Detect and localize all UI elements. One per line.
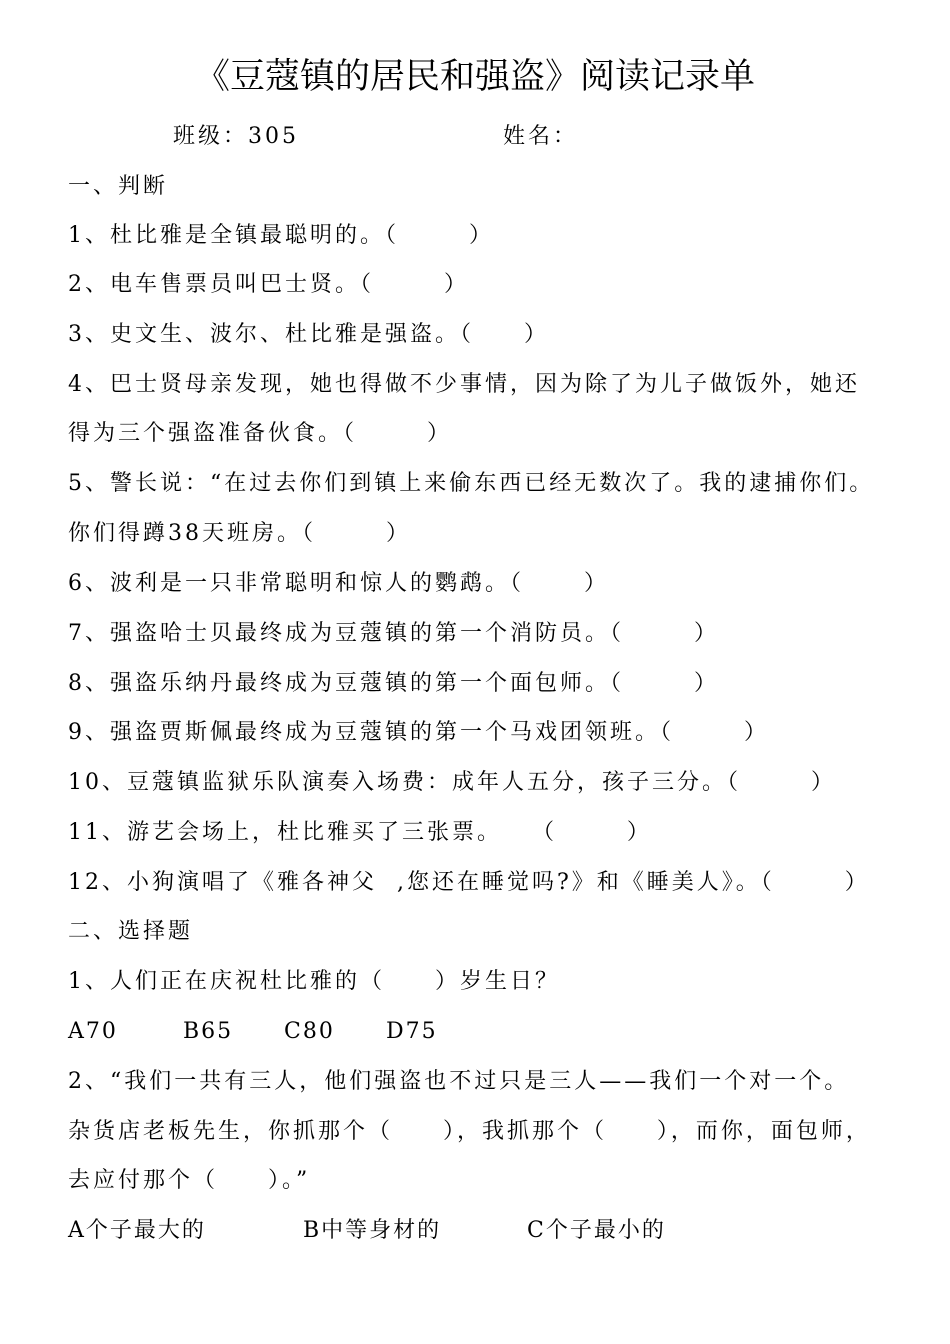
judgment-question-10: 10、豆蔻镇监狱乐队演奏入场费：成年人五分，孩子三分。（ ）: [68, 770, 836, 795]
name-label: 姓名：: [503, 124, 579, 149]
choice-2-option-c: C个子最小的: [527, 1218, 666, 1243]
choice-1-option-b: B65: [183, 1019, 234, 1044]
choice-1-option-d: D75: [386, 1019, 438, 1044]
section-heading-judgment: 一、判断: [68, 174, 169, 199]
judgment-question-3: 3、史文生、波尔、杜比雅是强盗。（ ）: [68, 322, 549, 347]
class-label: 班级：305: [173, 124, 299, 149]
judgment-question-11: 11、游艺会场上，杜比雅买了三张票。 （ ）: [68, 820, 652, 845]
choice-question-1: 1、人们正在庆祝杜比雅的（ ）岁生日？: [68, 969, 560, 994]
judgment-question-6: 6、波利是一只非常聪明和惊人的鹦鹉。（ ）: [68, 571, 609, 596]
judgment-question-5-line2: 你们得蹲38天班房。（ ）: [68, 521, 411, 546]
judgment-question-1: 1、杜比雅是全镇最聪明的。（ ）: [68, 223, 494, 248]
choice-question-2-line2: 杂货店老板先生，你抓那个（ ），我抓那个（ ），而你，面包师，: [68, 1119, 871, 1144]
judgment-question-4-line2: 得为三个强盗准备伙食。（ ）: [68, 421, 452, 446]
choice-1-option-a: A70: [68, 1019, 118, 1044]
choice-2-option-b: B中等身材的: [303, 1218, 442, 1243]
page-title: 《豆蔻镇的居民和强盗》阅读记录单: [194, 57, 755, 97]
judgment-question-4-line1: 4、巴士贤母亲发现，她也得做不少事情，因为除了为儿子做饭外，她还: [68, 372, 860, 397]
judgment-question-5-line1: 5、警长说：“在过去你们到镇上来偷东西已经无数次了。我的逮捕你们。: [68, 471, 875, 496]
choice-1-option-c: C80: [284, 1019, 335, 1044]
section-heading-choice: 二、选择题: [68, 919, 194, 944]
choice-question-2-line3: 去应付那个（ ）。”: [68, 1168, 311, 1193]
judgment-question-8: 8、强盗乐纳丹最终成为豆蔻镇的第一个面包师。（ ）: [68, 671, 719, 696]
judgment-question-7: 7、强盗哈士贝最终成为豆蔻镇的第一个消防员。（ ）: [68, 621, 719, 646]
choice-question-2-line1: 2、“我们一共有三人，他们强盗也不过只是三人——我们一个对一个。: [68, 1069, 850, 1094]
judgment-question-12: 12、小狗演唱了《雅各神父 ,您还在睡觉吗?》和《睡美人》。（ ）: [68, 870, 870, 895]
judgment-question-9: 9、强盗贾斯佩最终成为豆蔻镇的第一个马戏团领班。（ ）: [68, 720, 769, 745]
judgment-question-2: 2、电车售票员叫巴士贤。（ ）: [68, 272, 469, 297]
choice-2-option-a: A个子最大的: [68, 1218, 206, 1243]
